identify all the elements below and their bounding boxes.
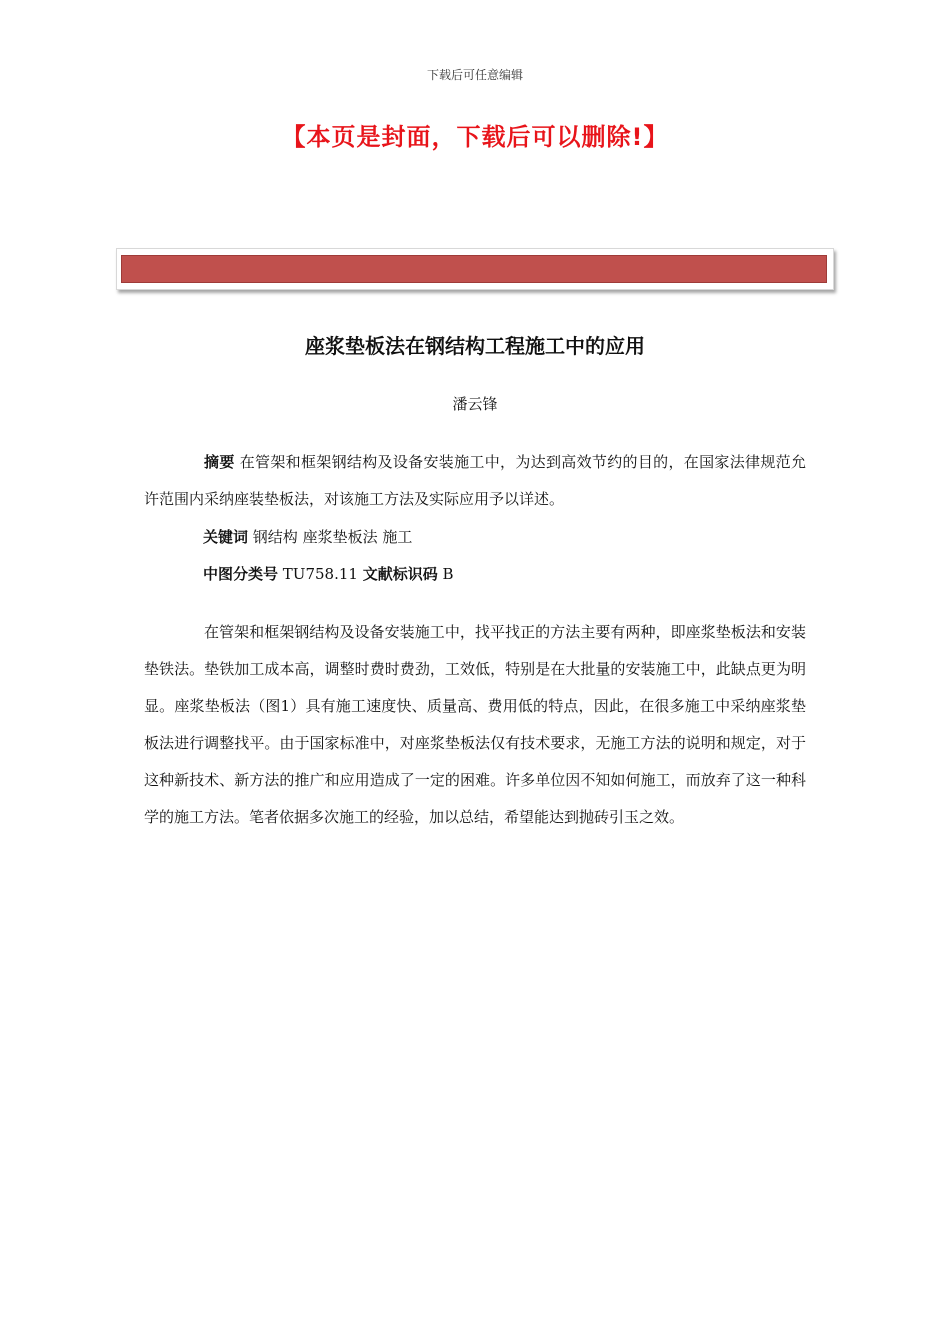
article-author: 潘云锋 — [452, 395, 498, 413]
classification-line — [203, 563, 454, 584]
classification-label: 中图分类号 — [203, 565, 279, 583]
doc-id-value: B — [442, 565, 454, 583]
abstract-text: 在管架和框架钢结构及设备安装施工中，为达到高效节约的目的，在国家法律规范允许范围内采纳座装垫板法，对该施工方法及实际应用予以详述。 — [144, 453, 806, 508]
keywords-label: 关键词 — [203, 528, 249, 546]
classification-code: TU758.11 — [282, 565, 358, 583]
header-note: 下载后可任意编辑 — [426, 68, 523, 82]
doc-id-label: 文献标识码 — [362, 565, 438, 583]
keywords-text: 钢结构 座浆垫板法 施工 — [252, 528, 413, 546]
article-title: 座浆垫板法在钢结构工程施工中的应用 — [305, 334, 645, 358]
body-paragraph: 在管架和框架钢结构及设备安装施工中，找平找正的方法主要有两种，即座浆垫板法和安装垫铁法。垫铁加工成本高，调整时费时费劲，工效低，特别是在大批量的安装施工中，此缺点更为明显。座浆垫板法（图1）具有施工速度快、质量高、费用低的特点，因此，在很多施工中采纳座浆垫板法进行调整找平。由于国家标准中，对座浆垫板法仅有技术要求，无施工方法的说明和规定，对于这种新技术、新方法的推广和应用造成了一定的困难。许多单位因不知如何施工，而放弃了这一种科学的施工方法。笔者依据多次施工的经验，加以总结，希望能达到抛砖引玉之效。 — [144, 623, 806, 826]
abstract-paragraph — [144, 444, 806, 518]
banner-bar — [121, 255, 827, 283]
cover-notice: 【本页是封面，下载后可以删除!】 — [281, 123, 669, 151]
keywords-line — [203, 526, 412, 547]
abstract-label: 摘要 — [204, 453, 235, 471]
decorative-banner — [116, 248, 834, 290]
